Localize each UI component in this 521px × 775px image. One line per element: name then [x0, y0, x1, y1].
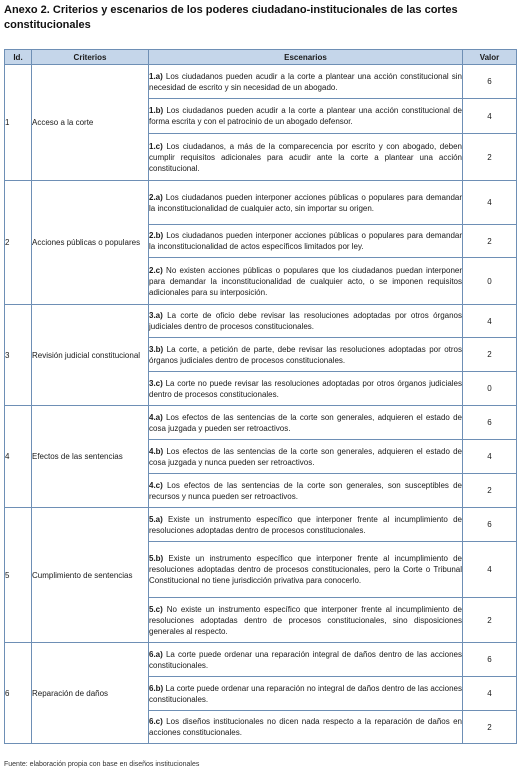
scenario-cell	[149, 372, 463, 406]
table-row	[5, 508, 517, 542]
value-cell: 4	[463, 440, 517, 474]
scenario-text: Los efectos de las sentencias de la corte son generales, son susceptibles de recursos y nunca pueden ser retroactivos.	[149, 480, 462, 501]
header-id: Id.	[5, 50, 32, 65]
scenario-cell	[149, 598, 463, 643]
scenario-text: No existe un instrumento específico que interponer frente al incumplimiento de resoluciones adoptadas dentro de procesos constitucionales, sino disposiciones generales al respecto.	[149, 604, 462, 636]
scenario-code: 6.c)	[149, 717, 163, 726]
table-row	[5, 643, 517, 677]
scenario-cell	[149, 508, 463, 542]
scenario-code: 2.c)	[149, 265, 163, 275]
value-cell: 6	[463, 643, 517, 677]
scenario-text: Los ciudadanos, a más de la comparecencia por escrito y con abogado, deben cumplir requisitos adicionales para acudir ante la corte a plantear una acción constitucional.	[149, 141, 462, 173]
scenario-text: Existe un instrumento específico que interponer frente al incumplimiento de resoluciones adoptadas dentro de procesos constitucionales.	[149, 514, 462, 535]
scenario-code: 4.b)	[149, 446, 164, 456]
group-id-cell: 2	[5, 181, 32, 305]
scenario-text: Los diseños institucionales no dicen nada respecto a la reparación de daños en acciones constitucionales.	[149, 717, 462, 737]
scenario-text: Los ciudadanos pueden acudir a la corte a plantear una acción constitucional sin necesidad de escrito y sin necesidad de un abogado.	[149, 71, 462, 92]
header-value: Valor	[463, 50, 517, 65]
scenario-code: 3.c)	[149, 378, 163, 388]
scenario-code: 3.b)	[149, 344, 164, 354]
scenario-text: No existen acciones públicas o populares que los ciudadanos puedan interponer para demandar la inconstitucionalidad de cualquier acto, o se imponen requisitos adicionales para su interposición.	[149, 265, 462, 297]
value-cell: 4	[463, 677, 517, 711]
annex-title-text: Criterios y escenarios de los poderes ciudadano-institucionales de las cortes constitucionales	[4, 4, 458, 31]
value-cell: 4	[463, 542, 517, 598]
scenario-text: Los ciudadanos pueden acudir a la corte a plantear una acción constitucional de forma escrita y con el patrocinio de un abogado defensor.	[149, 106, 462, 126]
value-cell: 0	[463, 372, 517, 406]
annex-title-lead: Anexo 2.	[4, 4, 50, 16]
criterion-cell: Reparación de daños	[32, 643, 149, 744]
scenario-cell	[149, 99, 463, 134]
scenario-text: La corte de oficio debe revisar las resoluciones adoptadas por otros órganos judiciales dentro de procesos constitucionales.	[149, 311, 462, 331]
scenario-text: Los efectos de las sentencias de la corte son generales, adquieren el estado de cosa juzgada y pueden ser retroactivos.	[149, 412, 462, 433]
group-id-cell: 3	[5, 305, 32, 406]
header-criteria: Criterios	[32, 50, 149, 65]
scenario-text: Los ciudadanos pueden interponer acciones públicas o populares para demandar la inconstitucionalidad de actos específicos limitados por ley.	[149, 231, 462, 251]
group-id-cell: 1	[5, 65, 32, 181]
scenario-code: 1.c)	[149, 141, 163, 151]
criteria-table	[4, 49, 517, 744]
value-cell: 4	[463, 181, 517, 225]
scenario-code: 1.b)	[149, 106, 164, 115]
scenario-code: 5.c)	[149, 604, 163, 614]
value-cell: 6	[463, 406, 517, 440]
scenario-cell	[149, 643, 463, 677]
scenario-text: La corte puede ordenar una reparación integral de daños dentro de las acciones constitucionales.	[149, 649, 462, 670]
scenario-cell	[149, 258, 463, 305]
scenario-code: 1.a)	[149, 71, 163, 81]
scenario-cell	[149, 305, 463, 338]
criterion-cell: Acciones públicas o populares	[32, 181, 149, 305]
table-body	[5, 65, 517, 744]
value-cell: 2	[463, 474, 517, 508]
scenario-code: 2.a)	[149, 192, 163, 202]
scenario-text: Los efectos de las sentencias de la corte son generales, adquieren el estado de cosa juzgada y nunca pueden ser retroactivos.	[149, 446, 462, 467]
header-scenarios: Escenarios	[149, 50, 463, 65]
criterion-cell: Revisión judicial constitucional	[32, 305, 149, 406]
criterion-cell: Acceso a la corte	[32, 65, 149, 181]
table-header-row	[5, 50, 517, 65]
scenario-cell	[149, 338, 463, 372]
table-row	[5, 305, 517, 338]
scenario-cell	[149, 181, 463, 225]
annex-title	[4, 3, 516, 33]
scenario-cell	[149, 406, 463, 440]
scenario-text: La corte no puede revisar las resoluciones adoptadas por otros órganos judiciales dentro de procesos constitucionales.	[149, 378, 462, 399]
value-cell: 2	[463, 711, 517, 744]
table-row	[5, 406, 517, 440]
value-cell: 6	[463, 65, 517, 99]
scenario-text: La corte, a petición de parte, debe revisar las resoluciones adoptadas por otros órganos judiciales dentro de procesos constitucionales.	[149, 344, 462, 365]
group-id-cell: 4	[5, 406, 32, 508]
group-id-cell: 5	[5, 508, 32, 643]
scenario-text: Existe un instrumento específico que interponer frente al incumplimiento de resoluciones adoptadas dentro de procesos constitucionales, pero la Corte o Tribunal Constitucional no tiene jurisdicción privativa para conocerlo.	[149, 554, 462, 585]
source-note: Fuente: elaboración propia con base en diseños institucionales	[4, 761, 200, 768]
scenario-code: 5.b)	[149, 554, 164, 563]
value-cell: 4	[463, 99, 517, 134]
scenario-code: 6.b)	[149, 683, 164, 693]
scenario-cell	[149, 542, 463, 598]
scenario-cell	[149, 65, 463, 99]
table-row	[5, 181, 517, 225]
scenario-cell	[149, 474, 463, 508]
value-cell: 2	[463, 134, 517, 181]
scenario-code: 3.a)	[149, 311, 163, 320]
value-cell: 6	[463, 508, 517, 542]
value-cell: 0	[463, 258, 517, 305]
scenario-text: La corte puede ordenar una reparación no integral de daños dentro de las acciones constitucionales.	[149, 683, 462, 704]
scenario-code: 4.c)	[149, 480, 163, 490]
scenario-cell	[149, 440, 463, 474]
criterion-cell: Cumplimiento de sentencias	[32, 508, 149, 643]
value-cell: 2	[463, 225, 517, 258]
scenario-code: 5.a)	[149, 514, 163, 524]
scenario-cell	[149, 225, 463, 258]
value-cell: 2	[463, 338, 517, 372]
value-cell: 2	[463, 598, 517, 643]
scenario-code: 4.a)	[149, 412, 163, 422]
scenario-code: 6.a)	[149, 649, 163, 659]
group-id-cell: 6	[5, 643, 32, 744]
table-row	[5, 65, 517, 99]
scenario-cell	[149, 711, 463, 744]
scenario-text: Los ciudadanos pueden interponer acciones públicas o populares para demandar la inconstitucionalidad de cualquier acto, sin importar su origen.	[149, 192, 462, 213]
scenario-cell	[149, 677, 463, 711]
criterion-cell: Efectos de las sentencias	[32, 406, 149, 508]
value-cell: 4	[463, 305, 517, 338]
scenario-code: 2.b)	[149, 231, 164, 240]
scenario-cell	[149, 134, 463, 181]
